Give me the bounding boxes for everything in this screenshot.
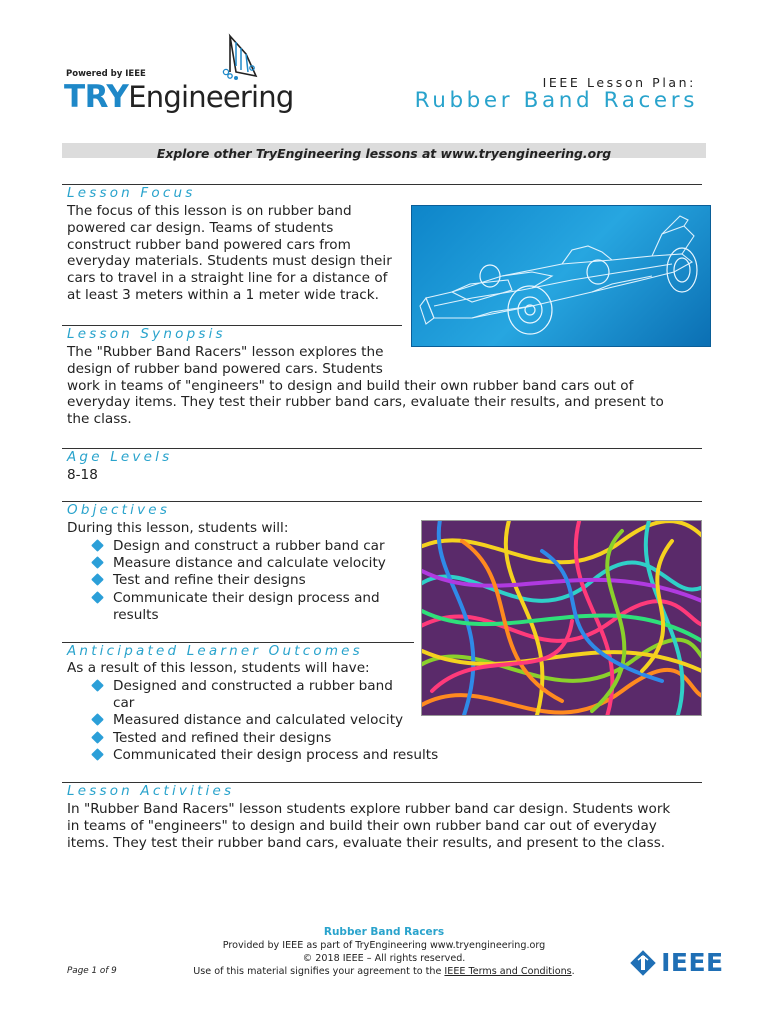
- text-line: everyday materials. Students must design their: [67, 253, 392, 270]
- text-line: design of rubber band powered cars. Students: [67, 360, 383, 377]
- footer-terms-prefix: Use of this material signifies your agreement to the: [193, 966, 445, 977]
- list-item-text: Designed and constructed a rubber band car: [113, 678, 393, 712]
- diamond-bullet-icon: [91, 556, 104, 569]
- list-item-text: Test and refine their designs: [113, 572, 306, 589]
- list-item: [67, 712, 487, 729]
- diamond-bullet-icon: [91, 679, 104, 692]
- diamond-bullet-icon: [91, 574, 104, 587]
- logo-wordmark: [64, 79, 293, 115]
- list-item-text: Measured distance and calculated velocity: [113, 712, 404, 729]
- footer-provided: Provided by IEEE as part of TryEngineering www.tryengineering.org: [222, 940, 546, 951]
- explore-banner-text: Explore other TryEngineering lessons at www.tryengineering.org: [156, 146, 612, 161]
- list-item: [67, 678, 413, 712]
- plan-label: IEEE Lesson Plan:: [542, 75, 696, 90]
- list-item: [67, 730, 487, 747]
- list-item-text: Design and construct a rubber band car: [113, 538, 385, 554]
- circuit-butterfly-icon: [212, 32, 262, 84]
- age-levels-heading: Age Levels: [67, 449, 173, 465]
- text-line: powered car design. Teams of students: [67, 219, 334, 236]
- race-car-wireframe-icon: [412, 206, 710, 346]
- logo-try: TRY: [64, 79, 129, 115]
- outcomes-intro: As a result of this lesson, students will have:: [67, 660, 370, 676]
- list-item: [67, 572, 397, 589]
- age-levels-value: 8-18: [67, 467, 98, 483]
- text-line: The focus of this lesson is on rubber band: [67, 203, 352, 219]
- list-item-text: Tested and refined their designs: [113, 729, 332, 746]
- logo-powered-by: Powered by IEEE: [66, 69, 146, 79]
- text-line: cars to travel in a straight line for a distance of: [67, 270, 388, 287]
- lesson-title: Rubber Band Racers: [414, 88, 698, 113]
- terms-link[interactable]: IEEE Terms and Conditions: [444, 966, 572, 977]
- lesson-activities-text: [67, 801, 707, 851]
- footer-title: Rubber Band Racers: [323, 926, 445, 938]
- text-line: items. They test their rubber band cars, evaluate their results, and present to the class.: [67, 834, 666, 851]
- text-line: everyday items. They test their rubber band cars, evaluate their results, and present to: [67, 394, 664, 411]
- text-line: construct rubber band powered cars from: [67, 236, 351, 253]
- outcomes-heading: Anticipated Learner Outcomes: [67, 643, 363, 659]
- lesson-focus-text: [67, 203, 407, 304]
- list-item-text: Communicated their design process and results: [113, 746, 439, 763]
- list-item: [67, 538, 397, 555]
- footer-copyright: © 2018 IEEE – All rights reserved.: [302, 953, 466, 964]
- outcomes-list: [67, 678, 487, 764]
- text-line: In "Rubber Band Racers" lesson students explore rubber band car design. Students work: [67, 801, 671, 817]
- text-line: The "Rubber Band Racers" lesson explores the: [67, 344, 384, 360]
- page-number: Page 1 of 9: [67, 966, 117, 976]
- diamond-bullet-icon: [91, 731, 104, 744]
- lesson-activities-heading: Lesson Activities: [67, 783, 235, 799]
- list-item-text: Measure distance and calculate velocity: [113, 555, 386, 572]
- text-line: at least 3 meters within a 1 meter wide track.: [67, 286, 379, 303]
- race-car-image: [411, 205, 711, 347]
- lesson-synopsis-heading: Lesson Synopsis: [67, 326, 226, 342]
- text-line: the class.: [67, 411, 132, 428]
- list-item: [67, 747, 487, 764]
- text-line: work in teams of "engineers" to design and build their own rubber band cars out of: [67, 377, 634, 394]
- list-item-text: Communicate their design process and results: [113, 589, 380, 623]
- explore-banner[interactable]: [62, 143, 706, 161]
- footer-terms-suffix: .: [571, 966, 575, 977]
- logo-engineering: Engineering: [128, 80, 294, 114]
- diamond-bullet-icon: [91, 714, 104, 727]
- list-item: [67, 555, 397, 572]
- lesson-focus-heading: Lesson Focus: [67, 185, 196, 201]
- text-line: in teams of "engineers" to design and build their own rubber band car out of everyday: [67, 817, 657, 834]
- diamond-bullet-icon: [91, 591, 104, 604]
- objectives-heading: Objectives: [67, 502, 171, 518]
- tryengineering-logo: [64, 32, 294, 116]
- ieee-diamond-icon: [630, 950, 656, 976]
- objectives-intro: During this lesson, students will:: [67, 520, 289, 536]
- objectives-list: [67, 538, 397, 624]
- diamond-bullet-icon: [91, 539, 104, 552]
- list-item: [67, 590, 413, 624]
- ieee-logo: [630, 948, 724, 978]
- ieee-wordmark: IEEE: [661, 948, 724, 977]
- diamond-bullet-icon: [91, 748, 104, 761]
- lesson-synopsis-text: [67, 344, 707, 428]
